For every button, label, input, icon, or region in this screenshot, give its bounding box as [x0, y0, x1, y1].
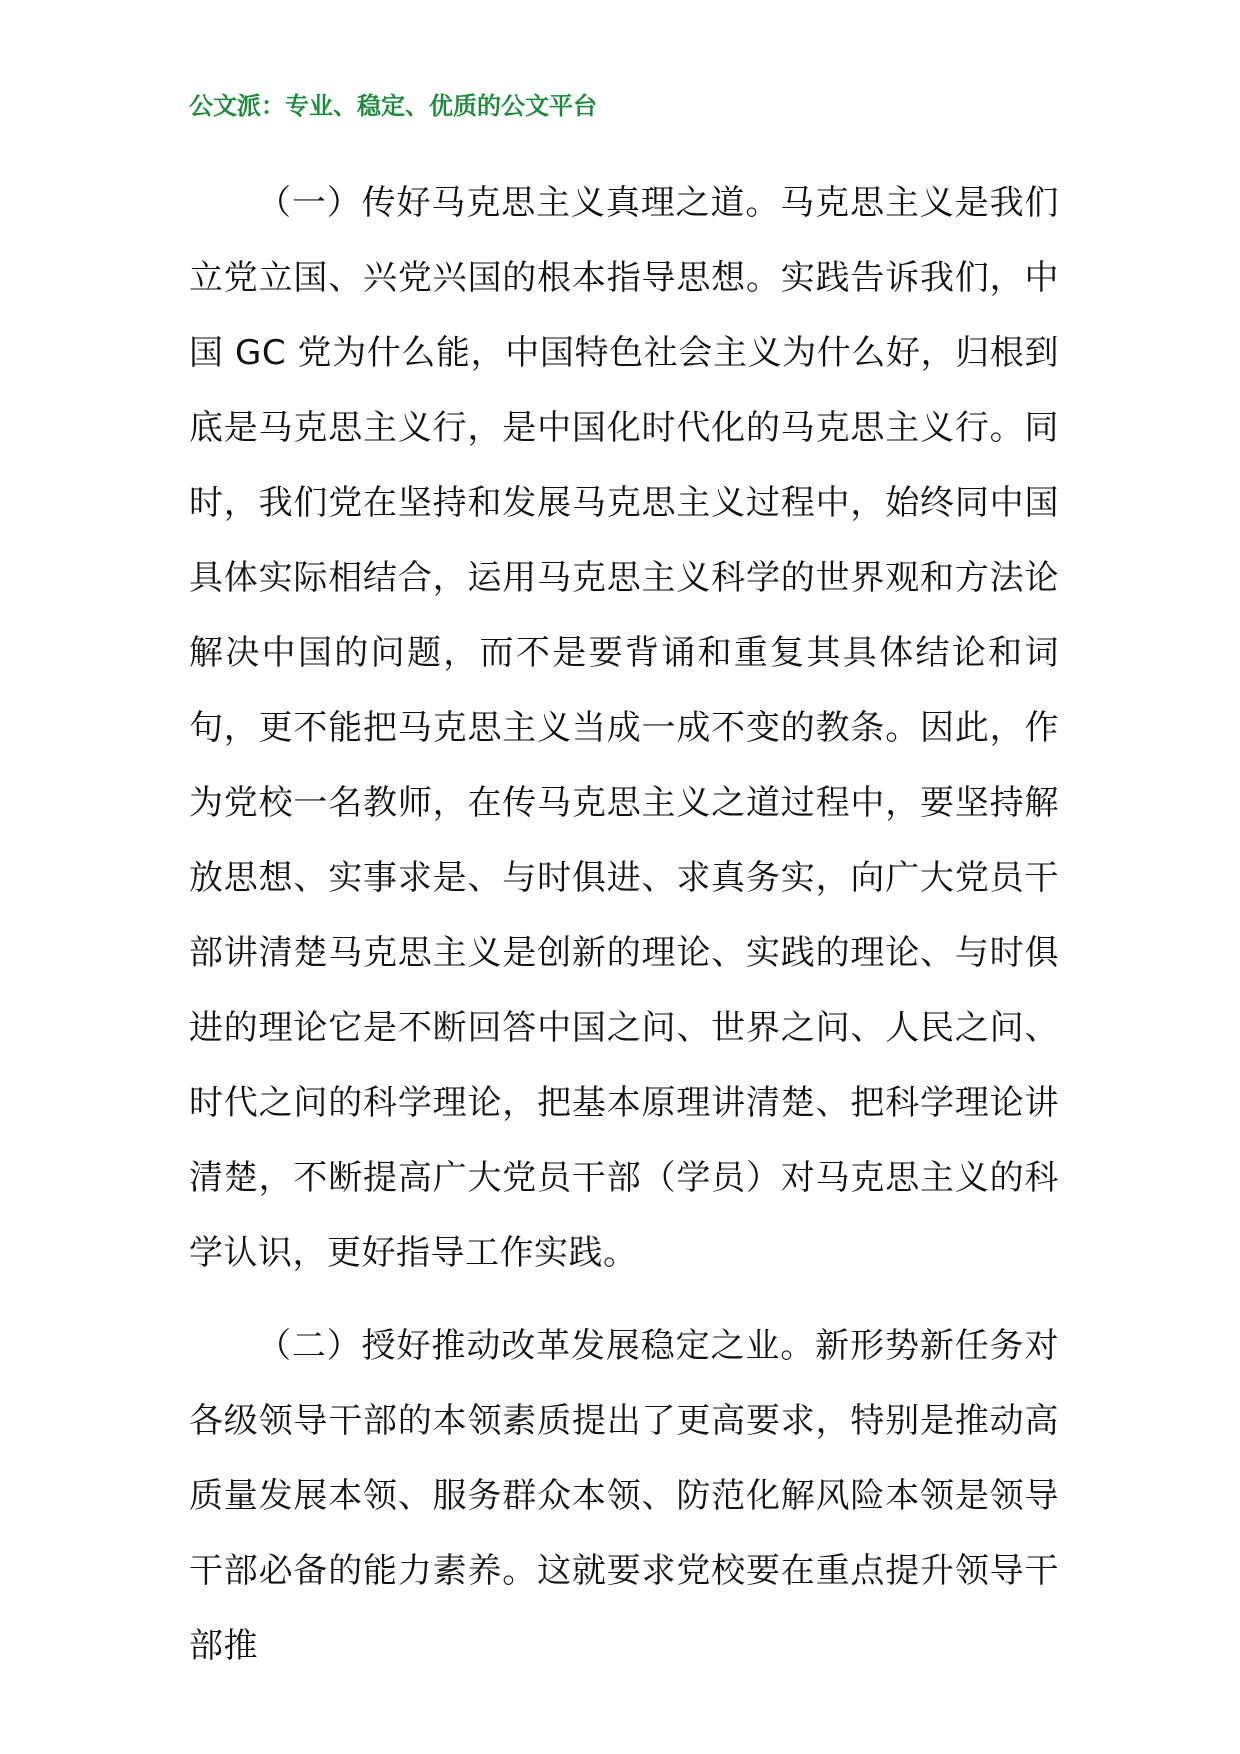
document-body	[189, 166, 1059, 1684]
paragraph-1: （一）传好马克思主义真理之道。马克思主义是我们立党立国、兴党兴国的根本指导思想。实践告诉我们，中国 GC 党为什么能，中国特色社会主义为什么好，归根到底是马克思主义行，是中国化时代化的马克思主义行。同时，我们党在坚持和发展马克思主义过程中，始终同中国具体实际相结合，运用马克思主义科学的世界观和方法论解决中国的问题，而不是要背诵和重复其具体结论和词句，更不能把马克思主义当成一成不变的教条。因此，作为党校一名教师，在传马克思主义之道过程中，要坚持解放思想、实事求是、与时俱进、求真务实，向广大党员干部讲清楚马克思主义是创新的理论、实践的理论、与时俱进的理论它是不断回答中国之问、世界之问、人民之问、时代之问的科学理论，把基本原理讲清楚、把科学理论讲清楚，不断提高广大党员干部（学员）对马克思主义的科学认识，更好指导工作实践。	[189, 183, 1059, 1273]
header-banner: 公文派：专业、稳定、优质的公文平台	[189, 92, 597, 120]
paragraph-2: （二）授好推动改革发展稳定之业。新形势新任务对各级领导干部的本领素质提出了更高要求，特别是推动高质量发展本领、服务群众本领、防范化解风险本领是领导干部必备的能力素养。这就要求党校要在重点提升领导干部推	[189, 1326, 1059, 1666]
